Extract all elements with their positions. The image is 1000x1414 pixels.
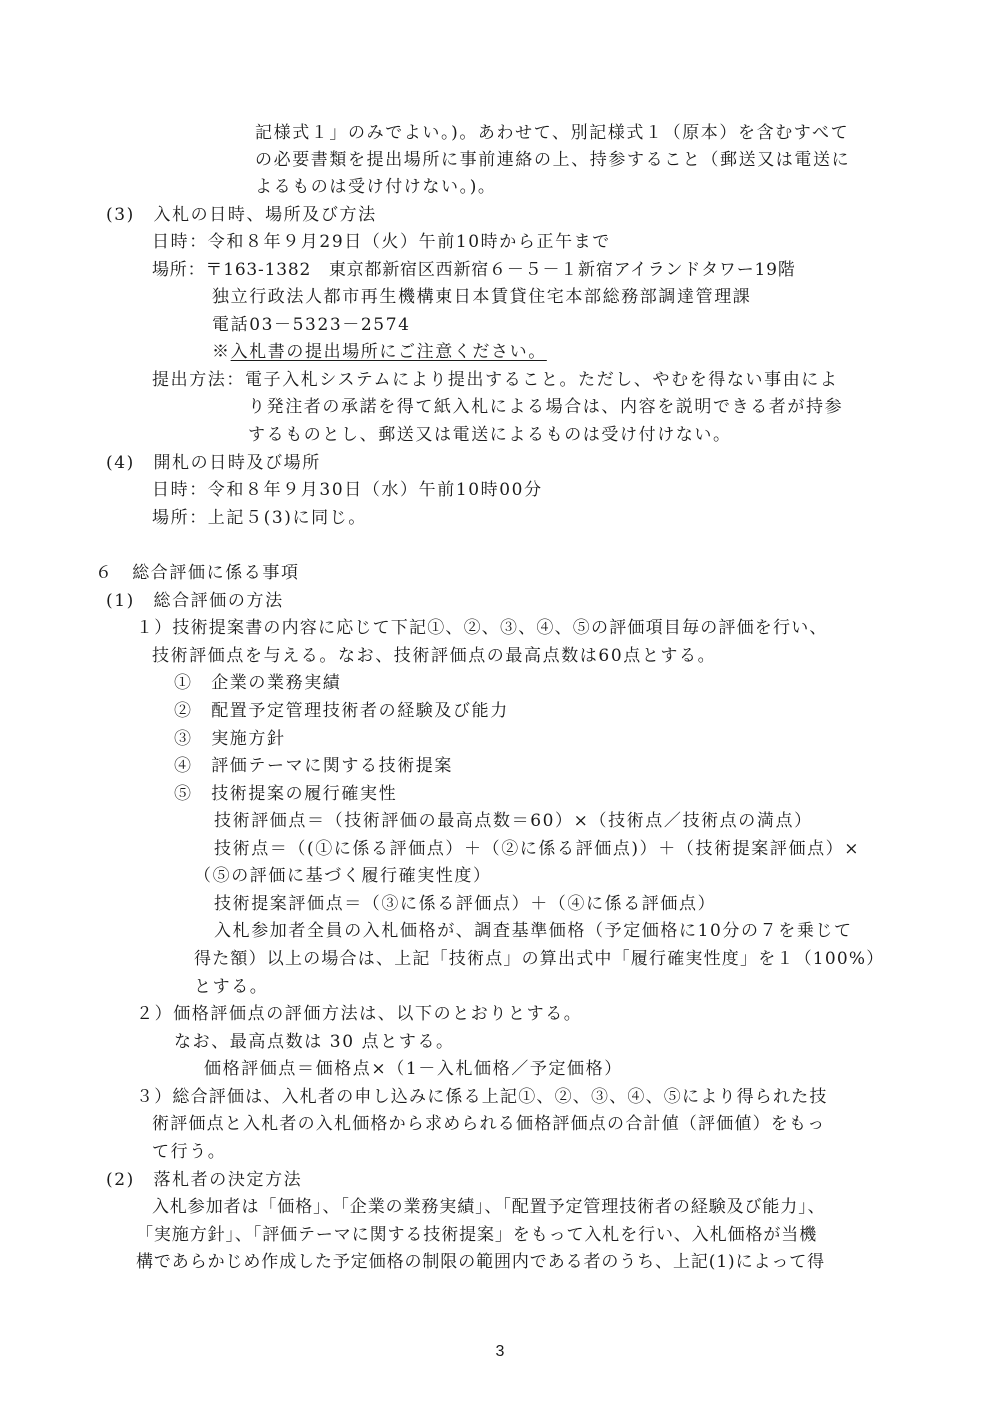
text-line: り発注者の承諾を得て紙入札による場合は、内容を説明できる者が持参 bbox=[248, 397, 844, 417]
text-line: ３）総合評価は、入札者の申し込みに係る上記①、②、③、④、⑤により得られた技 bbox=[136, 1087, 828, 1107]
notice-line bbox=[212, 339, 547, 366]
text-line: 提出方法：電子入札システムにより提出すること。ただし、やむを得ない事由によ bbox=[152, 370, 839, 390]
formula-line: 技術提案評価点＝（③に係る評価点）＋（④に係る評価点） bbox=[214, 894, 717, 914]
text-line: なお、最高点数は 30 点とする。 bbox=[174, 1032, 455, 1052]
text-line: 電話03－5323－2574 bbox=[212, 315, 411, 335]
page-number: 3 bbox=[495, 1343, 505, 1360]
text-line: て行う。 bbox=[152, 1142, 227, 1162]
notice-text: 入札書の提出場所にご注意ください。 bbox=[230, 342, 547, 362]
list-item: ② 配置予定管理技術者の経験及び能力 bbox=[174, 701, 509, 721]
text-line: 場所：上記５(3)に同じ。 bbox=[152, 508, 367, 528]
formula-line: 価格評価点＝価格点×（1－入札価格／予定価格） bbox=[204, 1059, 623, 1079]
list-item: ⑤ 技術提案の履行確実性 bbox=[174, 784, 398, 804]
text-line: 場所：〒163-1382 東京都新宿区西新宿６－５－１新宿アイランドタワー19階 bbox=[152, 260, 796, 280]
text-line: とする。 bbox=[194, 977, 269, 997]
text-line: 独立行政法人都市再生機構東日本賃貸住宅本部総務部調達管理課 bbox=[212, 287, 752, 307]
text-line: 入札参加者は「価格」、「企業の業務実績」、「配置予定管理技術者の経験及び能力」、 bbox=[152, 1197, 826, 1217]
text-line: ２）価格評価点の評価方法は、以下のとおりとする。 bbox=[136, 1004, 583, 1024]
text-line: １）技術提案書の内容に応じて下記①、②、③、④、⑤の評価項目毎の評価を行い、 bbox=[136, 618, 828, 638]
text-line: 得た額）以上の場合は、上記「技術点」の算出式中「履行確実性度」を１（100%） bbox=[194, 949, 885, 969]
list-item: ③ 実施方針 bbox=[174, 729, 286, 749]
notice-mark: ※ bbox=[212, 342, 231, 362]
section-heading: (4) 開札の日時及び場所 bbox=[106, 453, 321, 473]
text-line: 「実施方針」、「評価テーマに関する技術提案」をもって入札を行い、入札価格が当機 bbox=[136, 1225, 818, 1245]
text-line: 構であらかじめ作成した予定価格の制限の範囲内である者のうち、上記(1)によって得 bbox=[136, 1252, 826, 1272]
formula-line: 技術評価点＝（技術評価の最高点数＝60）×（技術点／技術点の満点） bbox=[214, 811, 813, 831]
formula-line: （⑤の評価に基づく履行確実性度） bbox=[194, 866, 492, 886]
text-line: 入札参加者全員の入札価格が、調査基準価格（予定価格に10分の７を乗じて bbox=[214, 921, 853, 941]
text-line: するものとし、郵送又は電送によるものは受け付けない。 bbox=[248, 425, 732, 445]
section-heading: (2) 落札者の決定方法 bbox=[106, 1170, 303, 1190]
section-heading: (1) 総合評価の方法 bbox=[106, 591, 284, 611]
chapter-heading: ６ 総合評価に係る事項 bbox=[95, 563, 300, 583]
list-item: ④ 評価テーマに関する技術提案 bbox=[174, 756, 453, 776]
section-heading: (3) 入札の日時、場所及び方法 bbox=[106, 205, 377, 225]
text-line: 日時：令和８年９月30日（水）午前10時00分 bbox=[152, 480, 543, 500]
text-line: 記様式１」のみでよい。)。あわせて、別記様式１（原本）を含むすべて bbox=[255, 123, 850, 143]
text-line: 日時：令和８年９月29日（火）午前10時から正午まで bbox=[152, 232, 611, 252]
formula-line: 技術点＝（(①に係る評価点）＋（②に係る評価点)）＋（技術提案評価点）× bbox=[214, 839, 861, 859]
text-line: よるものは受け付けない。)。 bbox=[255, 177, 497, 197]
text-line: の必要書類を提出場所に事前連絡の上、持参すること（郵送又は電送に bbox=[255, 150, 851, 170]
list-item: ① 企業の業務実績 bbox=[174, 673, 342, 693]
text-line: 術評価点と入札者の入札価格から求められる価格評価点の合計値（評価値）をもっ bbox=[152, 1114, 826, 1134]
text-line: 技術評価点を与える。なお、技術評価点の最高点数は60点とする。 bbox=[152, 646, 717, 666]
